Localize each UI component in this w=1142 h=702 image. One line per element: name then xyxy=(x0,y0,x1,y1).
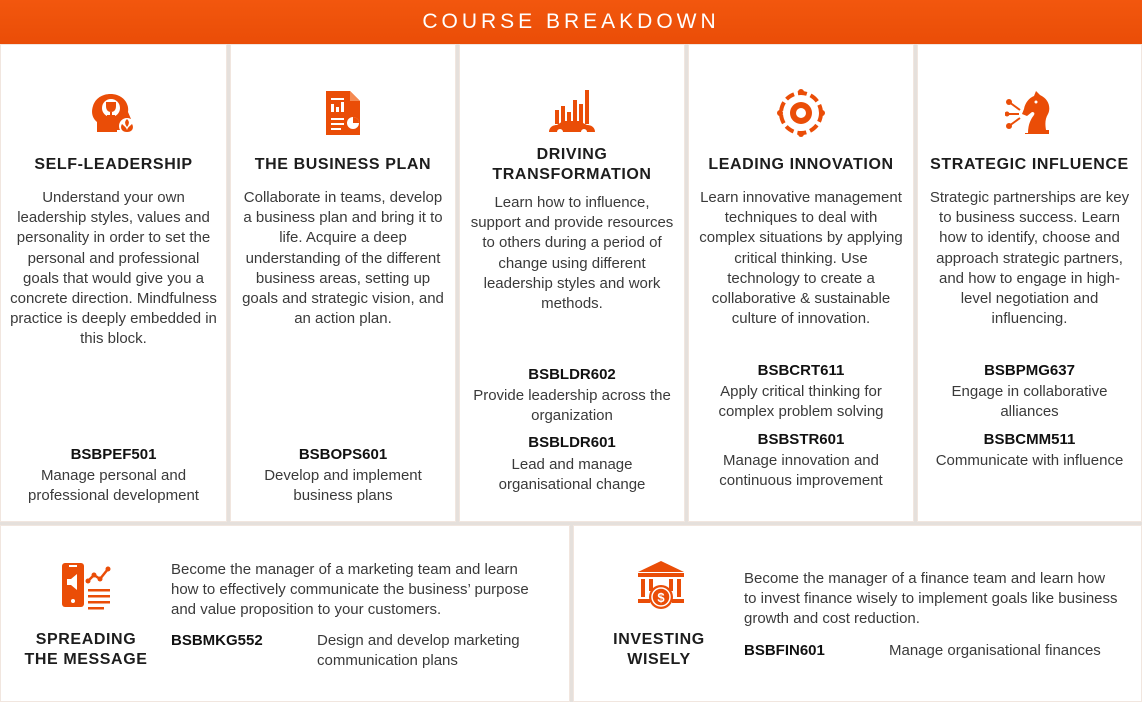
svg-text:$: $ xyxy=(657,590,665,605)
module-description-line: growth and cost reduction. xyxy=(744,610,920,627)
module-title: LEADING INNOVATION xyxy=(708,156,894,173)
unit-name: Engage in collaborative alliances xyxy=(951,383,1108,420)
unit-name-line: Design and develop marketing xyxy=(317,632,520,649)
module-description: Understand your own leadership styles, values and personality in order to set the personal and professional goals that would give you a concrete direction. Mindfulness practice is deeply embedded in this block. xyxy=(10,189,217,348)
module-title-line-1: INVESTING xyxy=(613,631,705,648)
module-title-line-1: DRIVING xyxy=(536,146,608,163)
business-report-icon xyxy=(318,88,368,138)
module-card-investing-wisely xyxy=(573,525,1142,702)
page-header xyxy=(0,0,1142,44)
phone-megaphone-icon xyxy=(60,561,114,615)
page-title: COURSE BREAKDOWN xyxy=(422,10,720,33)
module-card-self-leadership xyxy=(0,44,227,522)
module-description: Collaborate in teams, develop a business plan and bring it to life. Acquire a deep understanding of the different business areas, setting up goals and strategic vision, and an action plan. xyxy=(242,189,444,328)
module-title-line-2: WISELY xyxy=(627,651,691,668)
module-description-line: to invest finance wisely to implement goals like business xyxy=(744,590,1118,607)
bank-coin-icon xyxy=(634,559,688,613)
module-title-line-1: SPREADING xyxy=(35,631,137,648)
unit-name: Manage personal and professional development xyxy=(28,467,199,504)
module-description-line: Become the manager of a finance team and learn how xyxy=(744,570,1106,587)
unit-name: Develop and implement business plans xyxy=(264,467,422,504)
unit-code: BSBPEF501 xyxy=(70,446,157,463)
unit-code: BSBFIN601 xyxy=(744,642,825,659)
module-description: Learn how to influence, support and provide resources to others during a period of change using different leadership styles and work methods. xyxy=(470,194,674,313)
head-trophy-icon xyxy=(89,88,139,138)
module-card-leading-innovation xyxy=(688,44,914,522)
module-description-line: how to effectively communicate the business’ purpose xyxy=(171,581,529,598)
module-description-line: Become the manager of a marketing team and learn xyxy=(171,561,518,578)
unit-code: BSBCRT611 xyxy=(757,362,845,379)
module-title: THE BUSINESS PLAN xyxy=(254,156,432,173)
chess-knight-icon xyxy=(1005,88,1055,138)
module-title-line-2: TRANSFORMATION xyxy=(492,166,652,183)
module-description: Strategic partnerships are key to business success. Learn how to identify, choose and approach strategic partners, and how to engage in high-level negotiation and influencing. xyxy=(929,189,1130,328)
unit-code: BSBLDR602 xyxy=(528,366,616,383)
unit-name: Manage innovation and continuous improvement xyxy=(719,452,883,489)
module-description-line: and value proposition to your customers. xyxy=(171,601,442,618)
unit-code: BSBMKG552 xyxy=(171,632,263,649)
module-title: STRATEGIC INFLUENCE xyxy=(930,156,1129,173)
unit-code: BSBPMG637 xyxy=(984,362,1075,379)
unit-name: Apply critical thinking for complex problem solving xyxy=(718,383,884,420)
unit-name-line: Manage organisational finances xyxy=(889,642,1101,659)
unit-code: BSBCMM511 xyxy=(983,431,1076,448)
unit-name: Lead and manage organisational change xyxy=(498,456,646,493)
module-card-strategic-influence xyxy=(917,44,1142,522)
module-card-business-plan xyxy=(230,44,456,522)
unit-code: BSBLDR601 xyxy=(528,434,616,451)
unit-name: Communicate with influence xyxy=(935,452,1124,469)
unit-name: Provide leadership across the organization xyxy=(473,387,671,424)
module-description: Learn innovative management techniques to deal with complex situations by applying critical thinking. Use technology to create a collaborative & sustainable culture of innovation. xyxy=(699,189,903,328)
module-title-line-2: THE MESSAGE xyxy=(24,651,148,668)
innovation-network-icon xyxy=(776,88,826,138)
unit-code: BSBSTR601 xyxy=(757,431,845,448)
module-title: SELF-LEADERSHIP xyxy=(34,156,193,173)
growth-car-icon xyxy=(547,86,597,136)
module-card-spreading-the-message xyxy=(0,525,570,702)
unit-code: BSBOPS601 xyxy=(298,446,388,463)
unit-name-line: communication plans xyxy=(317,652,458,669)
module-card-driving-transformation xyxy=(459,44,685,522)
